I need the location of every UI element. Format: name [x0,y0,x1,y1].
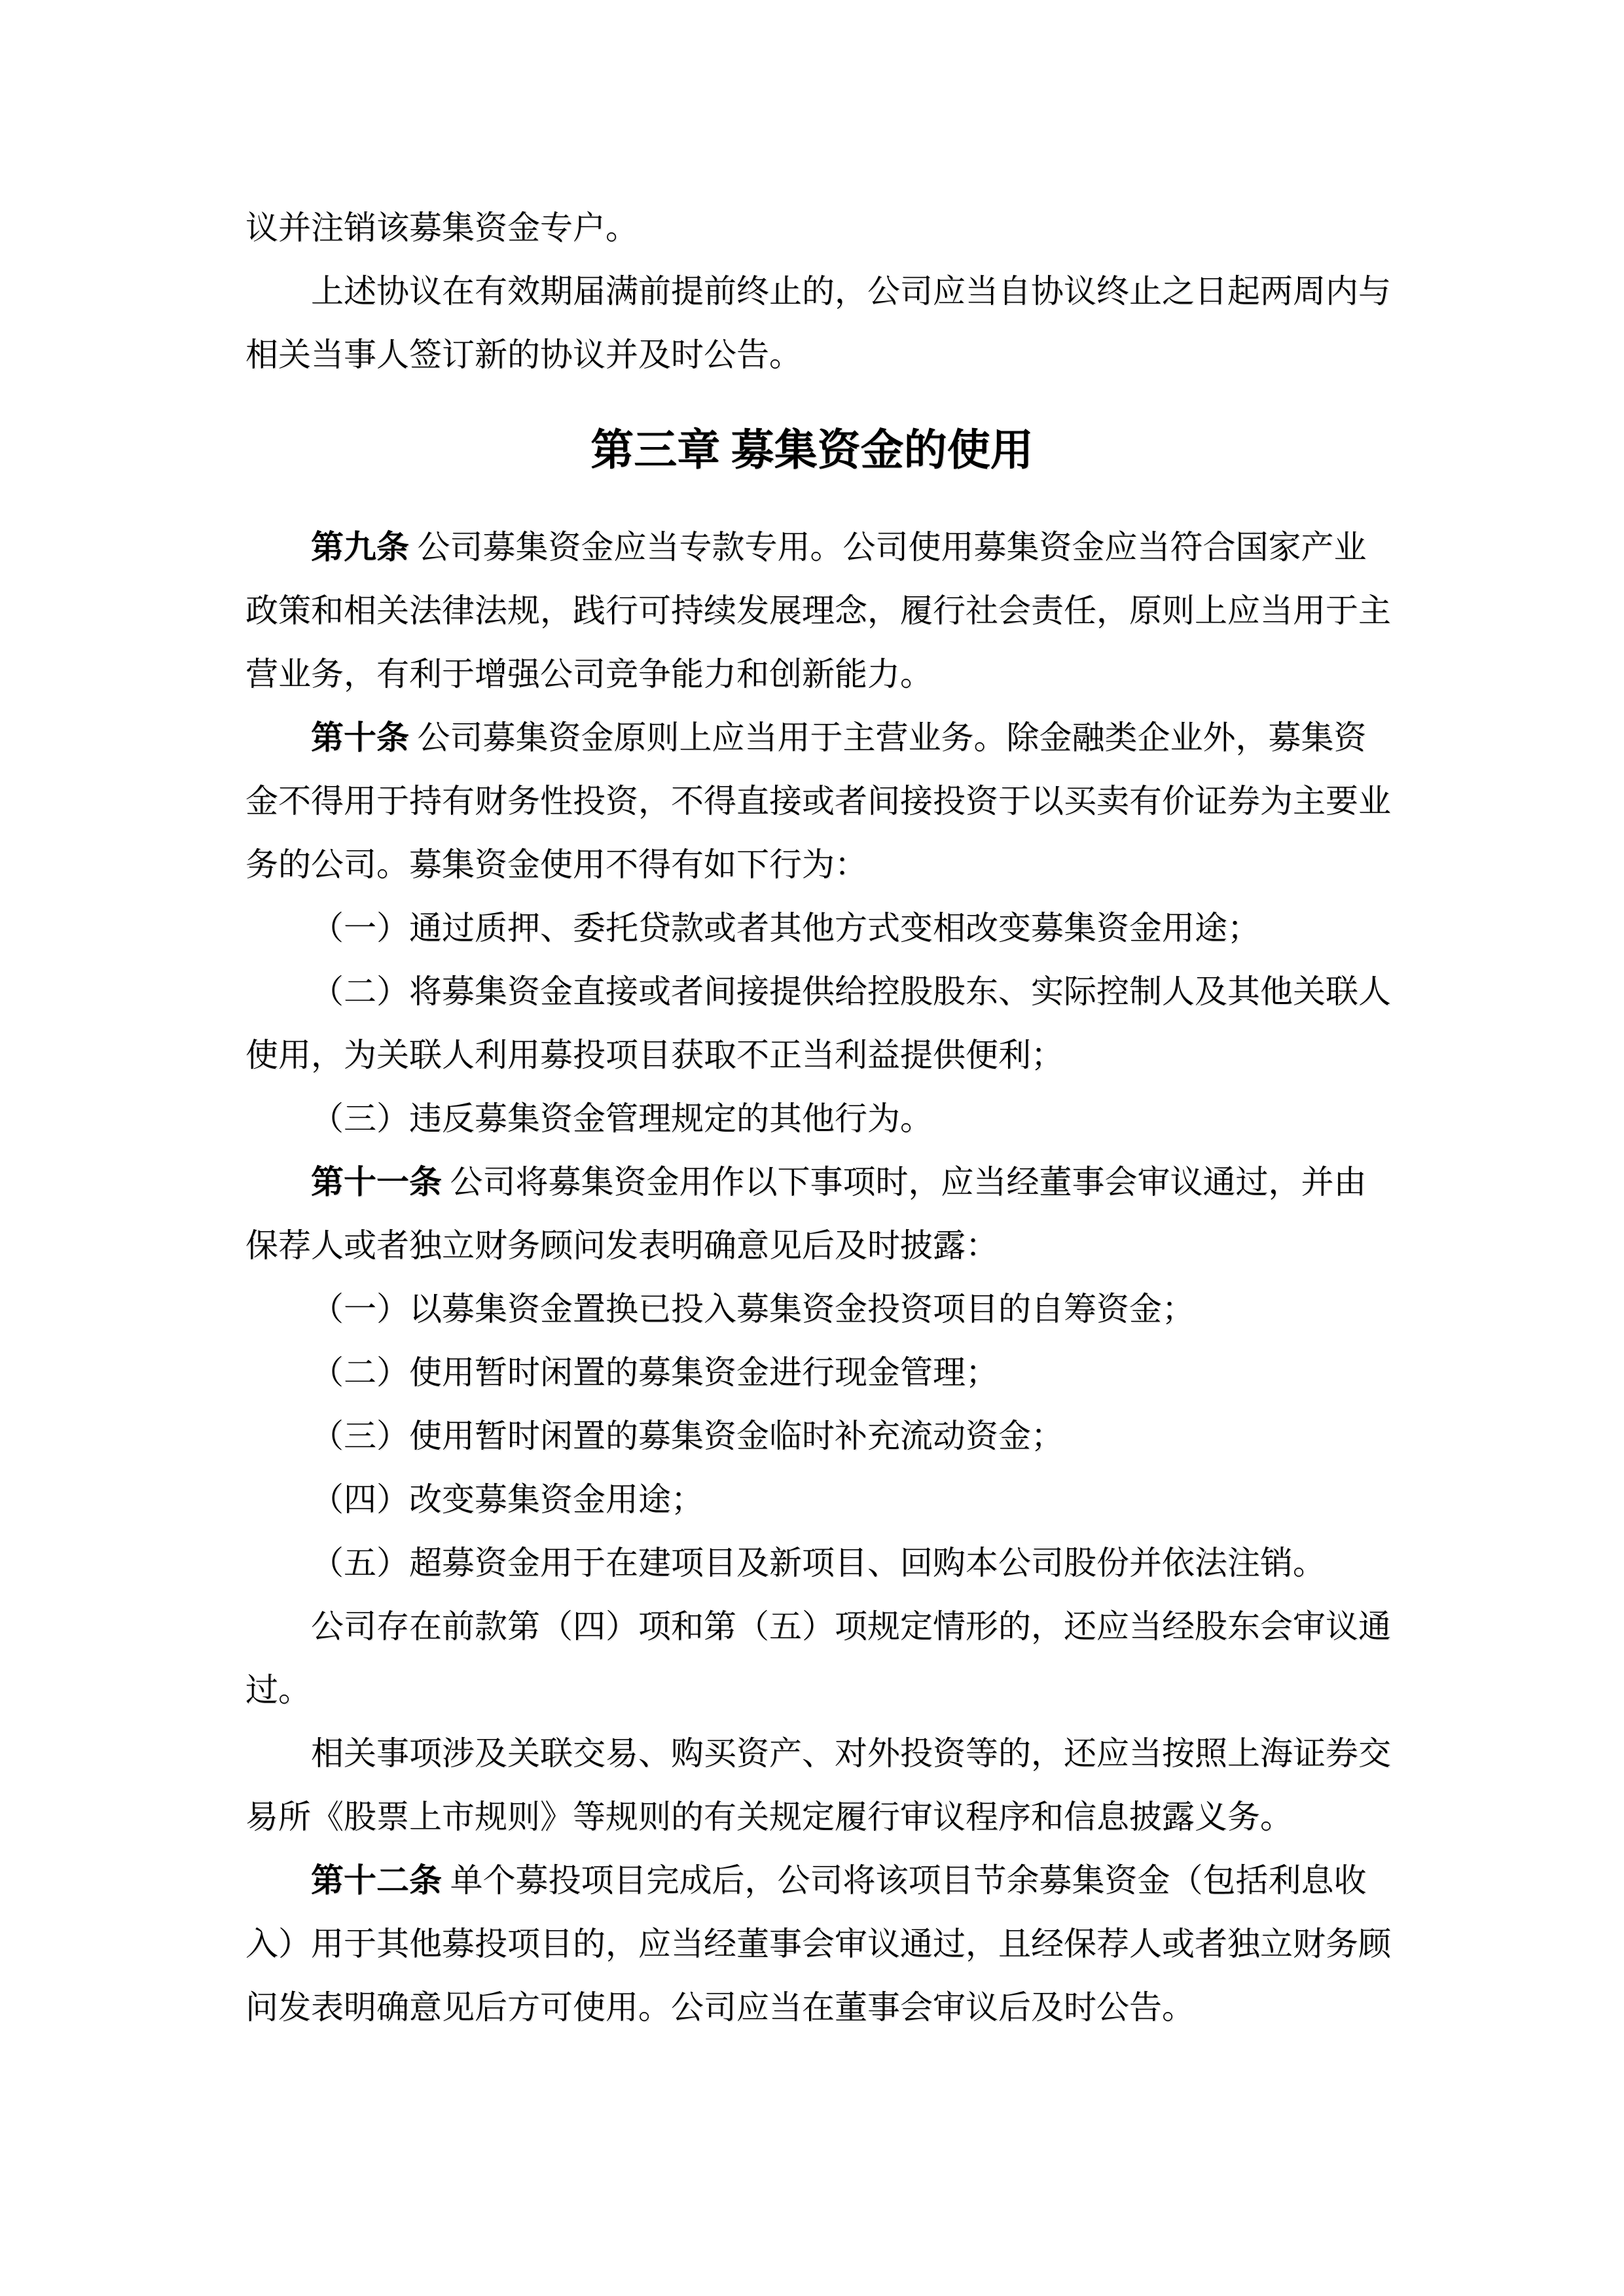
text-line: （一）通过质押、委托贷款或者其他方式变相改变募集资金用途； [311,910,1260,946]
article-11-item-2 [245,1341,1379,1405]
text-line: 相关当事人签订新的协议并及时公告。 [245,336,802,373]
article-10-item-3 [245,1087,1379,1151]
document-body [245,196,1391,2039]
article-12 [245,1849,1391,2039]
article-11-item-1 [245,1278,1379,1341]
article-11-item-5 [245,1532,1379,1595]
text-line: （三）使用暂时闲置的募集资金临时补充流动资金； [311,1418,1064,1454]
text-line [245,516,1379,579]
article-10-item-2 [245,960,1391,1087]
text-line: 问发表明确意见后方可使用。公司应当在董事会审议后及时公告。 [245,1989,1195,2026]
article-text: 单个募投项目完成后，公司将该项目节余募集资金（包括利息收 [442,1862,1367,1899]
article-9 [245,516,1391,706]
article-11 [245,1151,1379,1278]
article-number: 第十二条 [311,1862,442,1899]
text-line: 营业务，有利于增强公司竞争能力和创新能力。 [245,656,933,692]
text-line: 上述协议在有效期届满前提前终止的，公司应当自协议终止之日起两周内与 [311,273,1391,310]
text-line: 易所《股票上市规则》等规则的有关规定履行审议程序和信息披露义务。 [245,1799,1293,1835]
text-line [245,1151,1379,1214]
text-line: （二）将募集资金直接或者间接提供给控股股东、实际控制人及其他关联人 [311,973,1391,1010]
text-line: 相关事项涉及关联交易、购买资产、对外投资等的，还应当按照上海证券交 [311,1735,1391,1772]
text-line: 过。 [245,1672,311,1708]
para-shareholders-meeting-approval [245,1595,1391,1722]
text-line: （五）超募资金用于在建项目及新项目、回购本公司股份并依法注销。 [311,1545,1326,1581]
chapter-heading: 第三章 募集资金的使用 [590,427,1034,475]
article-number: 第十条 [311,719,409,756]
text-line: （一）以募集资金置换已投入募集资金投资项目的自筹资金； [311,1291,1195,1327]
text-line: （四）改变募集资金用途； [311,1481,704,1518]
text-line [245,706,1379,770]
article-11-item-3 [245,1405,1379,1468]
article-text: 公司募集资金应当专款专用。公司使用募集资金应当符合国家产业 [409,529,1367,565]
text-line: 政策和相关法律法规，践行可持续发展理念，履行社会责任，原则上应当用于主 [245,592,1391,629]
text-line: 使用，为关联人利用募投项目获取不正当利益提供便利； [245,1037,1064,1073]
article-number: 第十一条 [311,1164,442,1200]
article-10-item-1 [245,897,1379,960]
text-line: （三）违反募集资金管理规定的其他行为。 [311,1100,933,1137]
article-10 [245,706,1391,897]
para-related-transactions [245,1722,1391,1849]
article-number: 第九条 [311,529,409,565]
text-line: 公司存在前款第（四）项和第（五）项规定情形的，还应当经股东会审议通 [311,1608,1391,1645]
text-line [245,1849,1379,1912]
article-11-item-4 [245,1468,1379,1532]
text-line: 议并注销该募集资金专户。 [245,209,638,246]
text-line: 金不得用于持有财务性投资，不得直接或者间接投资于以买卖有价证券为主要业 [245,783,1391,819]
text-line: （二）使用暂时闲置的募集资金进行现金管理； [311,1354,998,1391]
text-line: 入）用于其他募投项目的，应当经董事会审议通过，且经保荐人或者独立财务顾 [245,1926,1391,1962]
text-line: 务的公司。募集资金使用不得有如下行为： [245,846,867,883]
article-text: 公司将募集资金用作以下事项时，应当经董事会审议通过，并由 [442,1164,1367,1200]
para-agreement-early-termination [245,260,1391,387]
para-cancel-account-continuation [245,196,1379,260]
text-line: 保荐人或者独立财务顾问发表明确意见后及时披露： [245,1227,998,1264]
article-text: 公司募集资金原则上应当用于主营业务。除金融类企业外，募集资 [409,719,1367,756]
